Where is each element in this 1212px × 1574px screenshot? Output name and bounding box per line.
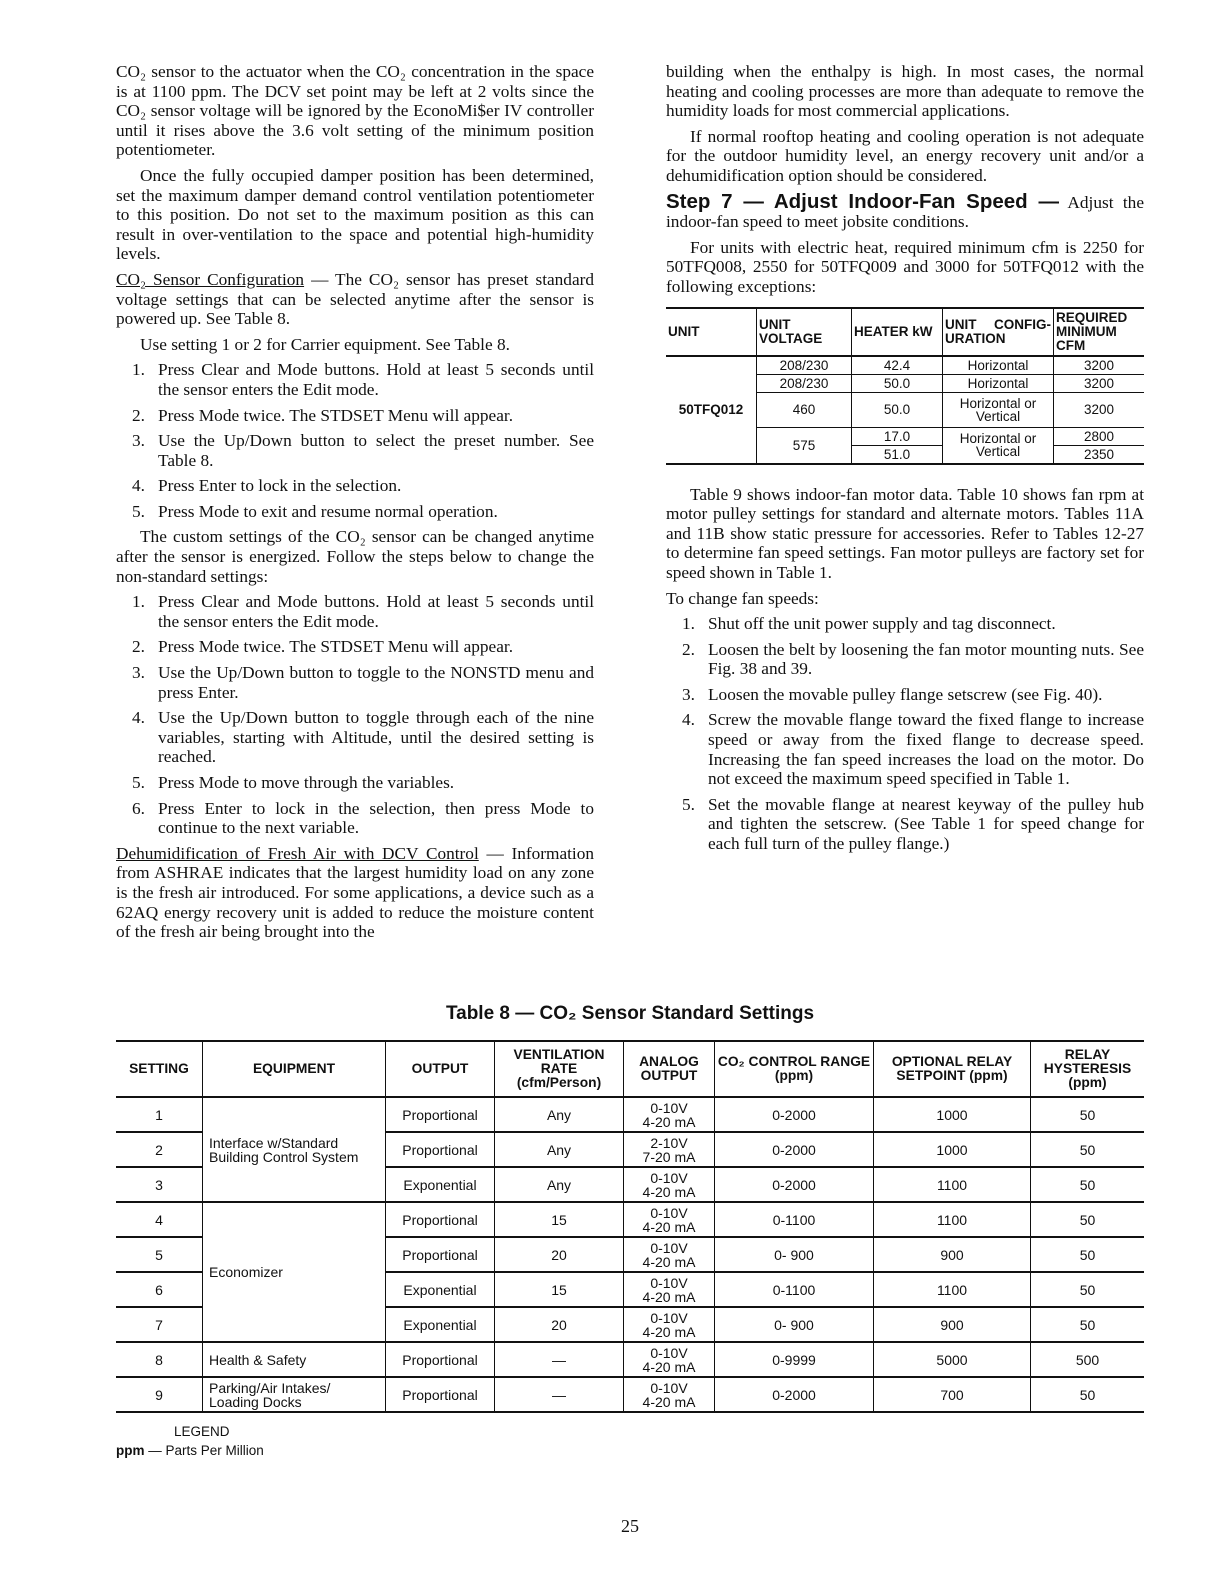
- table-cell: Any: [495, 1097, 624, 1132]
- table-cell: 0- 900: [715, 1237, 874, 1272]
- table-cell: 50.0: [852, 392, 943, 427]
- table-cell: 0-1100: [715, 1202, 874, 1237]
- table-cell: 50: [1031, 1202, 1145, 1237]
- column-header: ANALOG OUTPUT: [624, 1041, 715, 1097]
- table-cell: 3200: [1054, 392, 1145, 427]
- co2-config-paragraph: [116, 270, 594, 329]
- table-8-title: Table 8 — CO₂ Sensor Standard Settings: [445, 1003, 815, 1024]
- table-cell: 0-9999: [715, 1342, 874, 1377]
- table-cell: 50: [1031, 1272, 1145, 1307]
- table-cell: Horizontal: [943, 374, 1054, 392]
- right-column: [666, 62, 1144, 860]
- dehumidification-paragraph: [116, 844, 594, 942]
- table-cell: 9: [116, 1377, 203, 1412]
- table-cell: 208/230: [757, 374, 852, 392]
- list-item: 4. Use the Up/Down button to toggle through each of the nine variables, starting with Altitude, until the desired setting is reached.: [132, 708, 594, 767]
- step-heading: Step 7 — Adjust Indoor-Fan Speed —: [666, 189, 1059, 213]
- list-item: 4. Screw the movable flange toward the fixed flange to increase speed or away from the fixed flange to decrease speed. Increasing the fan speed increases the load on the motor. Do not exceed the maximum speed specified in Table 1.: [682, 710, 1144, 789]
- table-header-row: [116, 1041, 1144, 1097]
- table-cell: 0-2000: [715, 1097, 874, 1132]
- table-cell: Horizontal or Vertical: [943, 427, 1054, 464]
- table-cell: 3: [116, 1167, 203, 1202]
- table-cell: 0-2000: [715, 1377, 874, 1412]
- column-header: REQUIRED MINIMUM CFM: [1054, 308, 1145, 356]
- table-cell: 5000: [874, 1342, 1031, 1377]
- table-cell: Horizontal or Vertical: [943, 392, 1054, 427]
- list-item: 6. Press Enter to lock in the selection, then press Mode to continue to the next variable.: [132, 798, 594, 838]
- list-item: 1. Shut off the unit power supply and tag disconnect.: [682, 614, 1056, 634]
- table-cell: 0-10V 4-20 mA: [624, 1307, 715, 1342]
- table-cell: 0-10V 4-20 mA: [624, 1237, 715, 1272]
- paragraph: To change fan speeds:: [666, 588, 819, 608]
- column-header: UNIT VOLTAGE: [757, 308, 852, 356]
- table-cell: 500: [1031, 1342, 1145, 1377]
- table-cell: Any: [495, 1132, 624, 1167]
- table-cell: 50: [1031, 1307, 1145, 1342]
- equipment-cell: Health & Safety: [203, 1342, 386, 1377]
- numbered-list: [116, 592, 594, 838]
- table-cell: 1: [116, 1097, 203, 1132]
- list-item: 4. Press Enter to lock in the selection.: [132, 476, 402, 496]
- table-cell: —: [495, 1377, 624, 1412]
- legend-title: LEGEND: [174, 1424, 230, 1439]
- table-cell: 50: [1031, 1237, 1145, 1272]
- legend: [116, 1422, 264, 1460]
- paragraph-text: — The CO₂ sensor has preset standard voltage settings that can be selected anytime after the sensor is powered up. See Table 8.: [116, 269, 595, 329]
- table-cell: Proportional: [386, 1132, 495, 1167]
- table-cell: 0- 900: [715, 1307, 874, 1342]
- list-item: 1. Press Clear and Mode buttons. Hold at least 5 seconds until the sensor enters the Edit mode.: [132, 360, 594, 399]
- column-header: OPTIONAL RELAY SETPOINT (ppm): [874, 1041, 1031, 1097]
- table-cell: 1100: [874, 1202, 1031, 1237]
- table-cell: 51.0: [852, 445, 943, 464]
- paragraph: For units with electric heat, required minimum cfm is 2250 for 50TFQ008, 2550 for 50TFQ009 and 3000 for 50TFQ012 with the following exceptions:: [666, 237, 1144, 296]
- table-cell: 460: [757, 392, 852, 427]
- paragraph: CO₂ sensor to the actuator when the CO₂ concentration in the space is at 1100 ppm. The DCV set point may be left at 2 volts since the CO₂ sensor voltage will be ignored by the EconoMi$er IV controller until it rises above the 3.6 volt setting of the minimum position potentiometer.: [116, 62, 594, 160]
- table-cell: 1100: [874, 1272, 1031, 1307]
- table-cell: 1000: [874, 1097, 1031, 1132]
- table-cell: 1100: [874, 1167, 1031, 1202]
- table-cell: 0-2000: [715, 1167, 874, 1202]
- table-cell: Proportional: [386, 1237, 495, 1272]
- table-row: [116, 1097, 1144, 1132]
- table-cell: 3200: [1054, 356, 1145, 375]
- table-cell: 700: [874, 1377, 1031, 1412]
- paragraph: The custom settings of the CO₂ sensor can be changed anytime after the sensor is energized. Follow the steps below to change the non-standard settings:: [116, 527, 594, 586]
- list-item: 3. Use the Up/Down button to select the preset number. See Table 8.: [132, 431, 594, 470]
- table-cell: 50.0: [852, 374, 943, 392]
- list-item: 1. Press Clear and Mode buttons. Hold at least 5 seconds until the sensor enters the Edit mode.: [132, 592, 594, 631]
- table-cell: 50: [1031, 1167, 1145, 1202]
- list-item: 5. Set the movable flange at nearest keyway of the pulley hub and tighten the setscrew. (See Table 1 for speed change for each full turn of the pulley flange.): [682, 794, 1144, 854]
- table-cell: Exponential: [386, 1167, 495, 1202]
- table-cell: Any: [495, 1167, 624, 1202]
- column-header: OUTPUT: [386, 1041, 495, 1097]
- table-cell: 50: [1031, 1132, 1145, 1167]
- table-cell: 15: [495, 1272, 624, 1307]
- equipment-cell: Interface w/Standard Building Control System: [203, 1097, 386, 1202]
- paragraph: Use setting 1 or 2 for Carrier equipment. See Table 8.: [140, 334, 510, 354]
- table-cell: 575: [757, 427, 852, 464]
- list-item: 2. Loosen the belt by loosening the fan motor mounting nuts. See Fig. 38 and 39.: [682, 639, 1144, 679]
- numbered-list: [116, 360, 594, 521]
- column-header: EQUIPMENT: [203, 1041, 386, 1097]
- table-cell: 0-10V 4-20 mA: [624, 1272, 715, 1307]
- table-header-row: [666, 308, 1144, 356]
- legend-term: ppm: [116, 1443, 145, 1458]
- table-cell: 0-10V 4-20 mA: [624, 1377, 715, 1412]
- legend-entry: [116, 1441, 264, 1460]
- table-cell: Horizontal: [943, 356, 1054, 375]
- table-row: [116, 1202, 1144, 1237]
- table-cell: 42.4: [852, 356, 943, 375]
- table-8: [116, 1040, 1144, 1413]
- table-cell: 50: [1031, 1097, 1145, 1132]
- equipment-cell: Economizer: [203, 1202, 386, 1342]
- list-item: 3. Use the Up/Down button to toggle to the NONSTD menu and press Enter.: [132, 663, 594, 702]
- column-header: HEATER kW: [852, 308, 943, 356]
- table-cell: 2800: [1054, 427, 1145, 445]
- table-cell: Proportional: [386, 1377, 495, 1412]
- table-cell: 2-10V 7-20 mA: [624, 1132, 715, 1167]
- table-cell: 2350: [1054, 445, 1145, 464]
- paragraph: If normal rooftop heating and cooling operation is not adequate for the outdoor humidity level, an energy recovery unit and/or a dehumidification option should be considered.: [666, 126, 1144, 185]
- column-header: VENTILATION RATE (cfm/Person): [495, 1041, 624, 1097]
- paragraph: Once the fully occupied damper position has been determined, set the maximum damper demand control ventilation potentiometer to this position. Do not set to the maximum position as this can result in over-ventilation to the space and potential high-humidity levels.: [116, 165, 594, 264]
- table-cell: 0-2000: [715, 1132, 874, 1167]
- table-cell: 1000: [874, 1132, 1031, 1167]
- table-cell: 0-1100: [715, 1272, 874, 1307]
- table-row: [116, 1377, 1144, 1412]
- column-header: CO₂ CONTROL RANGE (ppm): [715, 1041, 874, 1097]
- table-cell: Proportional: [386, 1097, 495, 1132]
- table-cell: 2: [116, 1132, 203, 1167]
- table-9: [666, 307, 1144, 465]
- step-paragraph: [666, 189, 1144, 232]
- equipment-cell: Parking/Air Intakes/ Loading Docks: [203, 1377, 386, 1412]
- table-cell: 3200: [1054, 374, 1145, 392]
- table-cell: 8: [116, 1342, 203, 1377]
- column-header: RELAY HYSTERESIS (ppm): [1031, 1041, 1145, 1097]
- table-cell: 50: [1031, 1377, 1145, 1412]
- table-cell: 900: [874, 1307, 1031, 1342]
- left-column: [116, 62, 594, 948]
- table-cell: 20: [495, 1237, 624, 1272]
- table-cell: 5: [116, 1237, 203, 1272]
- table-cell: 208/230: [757, 356, 852, 375]
- column-header: UNIT CONFIG-URATION: [943, 308, 1054, 356]
- list-item: 5. Press Mode to move through the variables.: [132, 773, 455, 792]
- unit-cell: 50TFQ012: [666, 356, 757, 464]
- table-cell: 0-10V 4-20 mA: [624, 1342, 715, 1377]
- section-heading: Dehumidification of Fresh Air with DCV Control: [116, 843, 479, 863]
- section-heading: CO₂ Sensor Configuration: [116, 269, 305, 289]
- page-number: 25: [621, 1516, 639, 1536]
- table-cell: 17.0: [852, 427, 943, 445]
- table-cell: —: [495, 1342, 624, 1377]
- table-row: [666, 356, 1144, 375]
- table-cell: 900: [874, 1237, 1031, 1272]
- table-cell: 7: [116, 1307, 203, 1342]
- list-item: 2. Press Mode twice. The STDSET Menu will appear.: [132, 637, 514, 657]
- paragraph-text: — Information from ASHRAE indicates that the largest humidity load on any zone is the fresh air introduced. For some applications, a device such as a 62AQ energy recovery unit is added to reduce the moisture content of the fresh air being brought into the: [116, 843, 594, 942]
- table-cell: Exponential: [386, 1307, 495, 1342]
- table-cell: 0-10V 4-20 mA: [624, 1097, 715, 1132]
- table-cell: 0-10V 4-20 mA: [624, 1167, 715, 1202]
- table-cell: 4: [116, 1202, 203, 1237]
- list-item: 2. Press Mode twice. The STDSET Menu will appear.: [132, 405, 514, 425]
- column-header: SETTING: [116, 1041, 203, 1097]
- table-cell: 20: [495, 1307, 624, 1342]
- table-cell: 6: [116, 1272, 203, 1307]
- table-cell: Exponential: [386, 1272, 495, 1307]
- legend-definition: — Parts Per Million: [144, 1443, 264, 1458]
- table-cell: Proportional: [386, 1202, 495, 1237]
- table-row: [116, 1342, 1144, 1377]
- paragraph: Table 9 shows indoor-fan motor data. Table 10 shows fan rpm at motor pulley settings for standard and alternate motors. Tables 11A and 11B show static pressure for accessories. Refer to Tables 12-27 to determine fan speed settings. Fan motor pulleys are factory set for speed shown in Table 1.: [666, 484, 1144, 582]
- numbered-list: [666, 614, 1144, 854]
- column-header: UNIT: [666, 308, 757, 356]
- paragraph: building when the enthalpy is high. In most cases, the normal heating and cooling processes are more than adequate to remove the humidity loads for most commercial applications.: [666, 62, 1144, 121]
- table-cell: Proportional: [386, 1342, 495, 1377]
- paragraph-text: Adjust the indoor-fan speed to meet jobsite conditions.: [666, 192, 1144, 232]
- table-cell: 15: [495, 1202, 624, 1237]
- list-item: 3. Loosen the movable pulley flange setscrew (see Fig. 40).: [682, 684, 1103, 704]
- list-item: 5. Press Mode to exit and resume normal operation.: [132, 501, 498, 521]
- table-cell: 0-10V 4-20 mA: [624, 1202, 715, 1237]
